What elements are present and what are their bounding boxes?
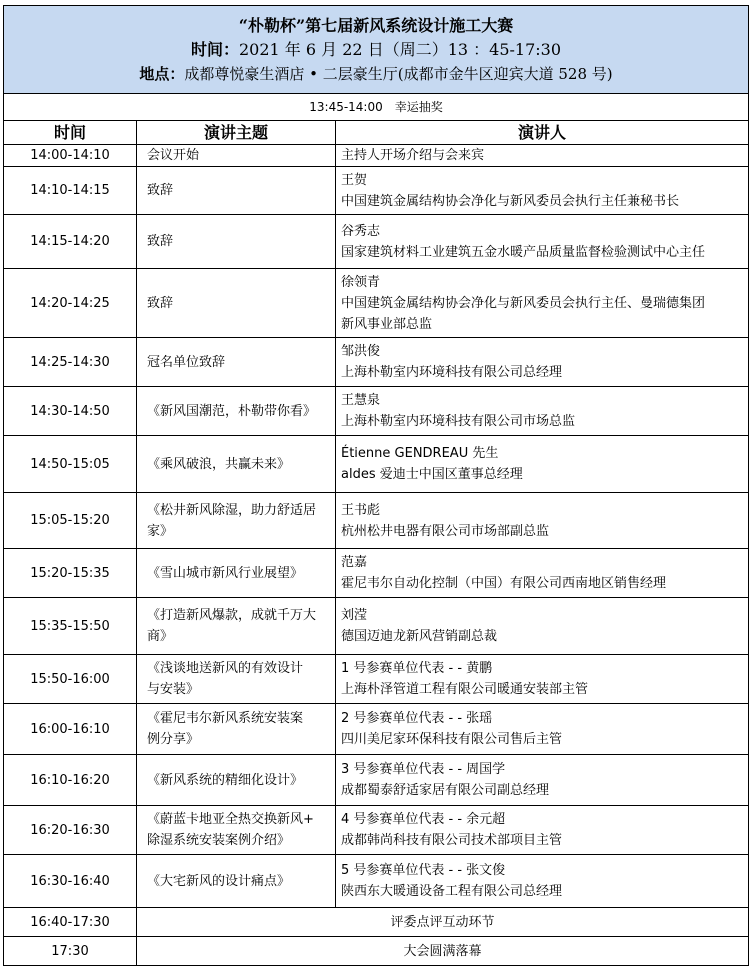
session-topic <box>137 436 336 493</box>
session-speaker-line: 邹洪俊 <box>341 344 381 359</box>
agenda-sheet <box>3 5 748 966</box>
table-row <box>4 387 749 436</box>
session-speaker-line: 四川美尼家环保科技有限公司售后主管 <box>341 732 563 747</box>
session-topic-line: 《雪山城市新风行业展望》 <box>147 565 304 581</box>
table-row <box>4 215 749 269</box>
session-time-line: 14:00-14:10 <box>30 148 110 163</box>
session-time <box>4 806 137 855</box>
session-speaker <box>336 387 749 436</box>
session-speaker-line: 新风事业部总监 <box>341 316 433 332</box>
table-row <box>4 855 749 908</box>
session-topic-line: 除湿系统安装案例介绍》 <box>147 833 291 848</box>
session-topic <box>137 755 336 806</box>
session-speaker <box>336 655 749 704</box>
table-row <box>4 436 749 493</box>
session-topic-line: 《新风系统的精细化设计》 <box>147 772 304 788</box>
session-time-line: 16:00-16:10 <box>30 721 110 737</box>
session-topic-line: 《大宅新风的设计痛点》 <box>147 873 291 889</box>
session-topic-line: 致辞 <box>147 183 174 198</box>
session-topic-line: 家》 <box>147 523 174 539</box>
table-row <box>4 704 749 755</box>
session-speaker <box>336 549 749 598</box>
session-speaker <box>336 855 749 908</box>
session-time-line: 16:10-16:20 <box>30 772 110 788</box>
session-time <box>4 855 137 908</box>
event-title: “朴勒杯”第七届新风系统设计施工大赛 <box>238 15 514 35</box>
table-row <box>4 598 749 655</box>
session-topic <box>137 338 336 387</box>
session-topic <box>137 855 336 908</box>
session-time <box>4 436 137 493</box>
session-topic-line: 会议开始 <box>147 148 200 163</box>
session-speaker-line: 上海朴泽管道工程有限公司暖通安装部主管 <box>341 682 589 697</box>
session-speaker-line: 杭州松井电器有限公司市场部副总监 <box>341 523 550 539</box>
session-time-line: 14:20-14:25 <box>30 295 110 311</box>
session-time <box>4 167 137 215</box>
session-speaker-line: 2 号参赛单位代表 - - 张瑶 <box>341 711 493 726</box>
session-time <box>4 338 137 387</box>
session-topic <box>137 493 336 549</box>
session-activity <box>137 937 749 966</box>
session-topic-line: 《新风国潮范，朴勒带你看》 <box>147 403 317 419</box>
session-time <box>4 493 137 549</box>
session-time-line: 16:40-17:30 <box>30 914 110 930</box>
session-topic <box>137 655 336 704</box>
time-value: 2021 年 6 月 22 日（周二）13 ：45-17:30 <box>239 39 562 59</box>
agenda-rows <box>4 145 749 966</box>
session-speaker-line: 中国建筑金属结构协会净化与新风委员会执行主任、曼瑞德集团 <box>341 295 706 311</box>
table-row <box>4 655 749 704</box>
session-speaker-line: 范嘉 <box>341 555 368 570</box>
venue-value: 成都尊悦豪生酒店 • 二层豪生厅(成都市金牛区迎宾大道 528 号) <box>184 64 613 83</box>
session-speaker <box>336 269 749 338</box>
session-speaker <box>336 704 749 755</box>
session-topic <box>137 598 336 655</box>
session-speaker <box>336 436 749 493</box>
table-row <box>4 755 749 806</box>
session-time-line: 17:30 <box>51 943 89 959</box>
session-time-line: 15:05-15:20 <box>30 513 110 528</box>
session-speaker-line: 上海朴勒室内环境科技有限公司总经理 <box>341 365 563 380</box>
session-speaker <box>336 167 749 215</box>
session-topic-line: 《蔚蓝卡地亚全热交换新风+ <box>147 812 314 827</box>
session-speaker-line: 5 号参赛单位代表 - - 张文俊 <box>341 863 506 878</box>
session-speaker <box>336 806 749 855</box>
session-speaker-line: 4 号参赛单位代表 - - 余元超 <box>341 812 506 827</box>
session-topic-line: 《乘风破浪，共赢未来》 <box>147 456 291 472</box>
session-speaker-line: 3 号参赛单位代表 - - 周国学 <box>341 762 506 777</box>
session-speaker-line: 德国迈迪龙新风营销副总裁 <box>341 629 498 644</box>
session-time <box>4 704 137 755</box>
session-speaker-line: 徐领青 <box>341 274 381 290</box>
session-speaker-line: 王贺 <box>341 172 368 188</box>
session-speaker-line: 刘滢 <box>341 608 368 623</box>
session-topic <box>137 806 336 855</box>
session-speaker-line: aldes 爱迪士中国区董事总经理 <box>341 467 523 482</box>
session-speaker-line: 1 号参赛单位代表 - - 黄鹏 <box>341 661 493 676</box>
session-topic-line: 商》 <box>147 629 174 644</box>
table-row <box>4 806 749 855</box>
session-speaker-line: 上海朴勒室内环境科技有限公司市场总监 <box>341 414 576 429</box>
lottery-row: 13:45-14:00 幸运抽奖 <box>4 94 749 121</box>
session-time <box>4 215 137 269</box>
session-topic <box>137 549 336 598</box>
session-speaker <box>336 755 749 806</box>
session-time <box>4 269 137 338</box>
session-time-line: 15:50-16:00 <box>30 671 110 687</box>
column-header-time: 时间 <box>4 121 137 145</box>
session-topic-line: 冠名单位致辞 <box>147 354 226 370</box>
session-time-line: 15:20-15:35 <box>30 565 110 581</box>
session-time-line: 14:25-14:30 <box>30 354 110 370</box>
session-speaker-line: 主持人开场介绍与会来宾 <box>341 148 485 163</box>
session-activity <box>137 908 749 937</box>
session-topic <box>137 145 336 167</box>
session-activity-line: 大会圆满落幕 <box>403 943 482 959</box>
event-time <box>4 38 748 62</box>
session-speaker <box>336 145 749 167</box>
session-speaker <box>336 598 749 655</box>
table-row <box>4 493 749 549</box>
event-venue <box>4 62 748 86</box>
time-label: 时间： <box>190 39 239 59</box>
session-time <box>4 145 137 167</box>
table-row <box>4 937 749 966</box>
session-time <box>4 755 137 806</box>
session-topic-line: 《浅谈地送新风的有效设计 <box>147 661 304 676</box>
agenda-table <box>3 5 749 966</box>
session-time-line: 16:20-16:30 <box>30 822 110 838</box>
session-topic <box>137 167 336 215</box>
table-row <box>4 549 749 598</box>
table-row <box>4 338 749 387</box>
session-topic-line: 致辞 <box>147 234 174 249</box>
session-speaker-line: 王慧泉 <box>341 393 381 408</box>
table-row <box>4 145 749 167</box>
session-topic <box>137 215 336 269</box>
table-row <box>4 167 749 215</box>
session-topic-line: 致辞 <box>147 295 174 311</box>
session-topic-line: 《松井新风除湿，助力舒适居 <box>147 502 317 518</box>
session-speaker-line: Étienne GENDREAU 先生 <box>341 446 499 461</box>
session-speaker-line: 中国建筑金属结构协会净化与新风委员会执行主任兼秘书长 <box>341 193 680 209</box>
session-time-line: 16:30-16:40 <box>30 873 110 889</box>
session-topic <box>137 387 336 436</box>
session-topic-line: 与安装》 <box>147 682 200 697</box>
session-topic <box>137 704 336 755</box>
session-speaker <box>336 493 749 549</box>
session-time <box>4 908 137 937</box>
session-speaker-line: 谷秀志 <box>341 223 381 239</box>
table-row <box>4 269 749 338</box>
session-speaker <box>336 338 749 387</box>
column-header-topic: 演讲主题 <box>137 121 336 145</box>
session-speaker-line: 陕西东大暖通设备工程有限公司总经理 <box>341 884 563 899</box>
session-speaker-line: 王书彪 <box>341 502 381 518</box>
session-speaker-line: 成都蜀泰舒适家居有限公司副总经理 <box>341 783 550 798</box>
session-speaker-line: 霍尼韦尔自动化控制（中国）有限公司西南地区销售经理 <box>341 576 667 591</box>
session-time-line: 14:50-15:05 <box>30 456 110 472</box>
session-topic <box>137 269 336 338</box>
table-row <box>4 908 749 937</box>
session-time-line: 14:15-14:20 <box>30 234 110 249</box>
session-activity-line: 评委点评互动环节 <box>390 914 495 930</box>
session-time-line: 14:30-14:50 <box>30 403 110 419</box>
session-time <box>4 549 137 598</box>
event-header <box>4 6 749 94</box>
session-time-line: 15:35-15:50 <box>30 618 110 634</box>
session-topic-line: 《打造新风爆款，成就千万大 <box>147 608 317 623</box>
column-header-speaker: 演讲人 <box>336 121 749 145</box>
session-topic-line: 例分享》 <box>147 732 200 747</box>
session-time-line: 14:10-14:15 <box>30 183 110 198</box>
session-speaker <box>336 215 749 269</box>
session-topic-line: 《霍尼韦尔新风系统安装案 <box>147 711 304 726</box>
session-time <box>4 387 137 436</box>
session-time <box>4 655 137 704</box>
session-speaker-line: 国家建筑材料工业建筑五金水暖产品质量监督检验测试中心主任 <box>341 244 706 260</box>
session-speaker-line: 成都韩尚科技有限公司技术部项目主管 <box>341 833 563 848</box>
venue-label: 地点： <box>139 64 185 83</box>
session-time <box>4 937 137 966</box>
session-time <box>4 598 137 655</box>
